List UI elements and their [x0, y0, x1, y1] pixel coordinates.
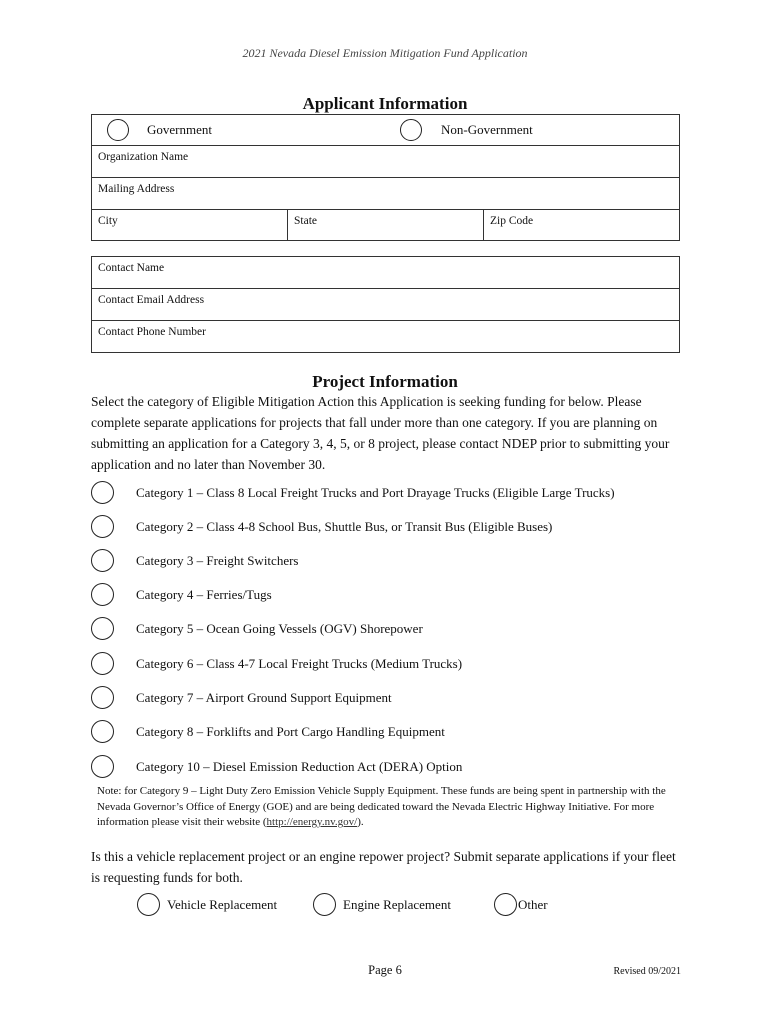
- category-10-label: Category 10 – Diesel Emission Reduction Act (DERA) Option: [136, 759, 463, 774]
- state-label: State: [294, 215, 317, 227]
- page-header: 2021 Nevada Diesel Emission Mitigation Fund Application: [242, 46, 528, 60]
- contact-email-field[interactable]: [92, 289, 679, 320]
- city-state-zip-row: [92, 210, 679, 240]
- city-cell: [92, 210, 288, 240]
- category-9-note-end: ).: [357, 816, 364, 828]
- non-government-label: Non-Government: [441, 122, 533, 137]
- category-7-radio[interactable]: [91, 686, 114, 709]
- zip-cell: [484, 210, 679, 240]
- category-2-item: [91, 514, 691, 540]
- city-field[interactable]: [92, 210, 287, 240]
- government-label: Government: [147, 122, 212, 137]
- project-section-title: Project Information: [312, 372, 458, 391]
- organization-name-label: Organization Name: [98, 151, 189, 163]
- category-8-radio[interactable]: [91, 720, 114, 743]
- contact-email-label: Contact Email Address: [98, 294, 205, 306]
- city-label: City: [98, 215, 118, 227]
- revision-date: Revised 09/2021: [613, 966, 681, 977]
- category-3-label: Category 3 – Freight Switchers: [136, 553, 299, 568]
- category-7-item: [91, 685, 691, 711]
- contact-name-label: Contact Name: [98, 262, 165, 274]
- contact-phone-label: Contact Phone Number: [98, 326, 206, 338]
- state-field[interactable]: [288, 210, 483, 240]
- category-7-label: Category 7 – Airport Ground Support Equipment: [136, 690, 392, 705]
- contact-email-row: [92, 289, 679, 321]
- engine-replacement-label: Engine Replacement: [343, 897, 451, 912]
- contact-name-field[interactable]: [92, 257, 679, 288]
- vehicle-replacement-label: Vehicle Replacement: [167, 897, 278, 912]
- category-9-note-text: Note: for Category 9 – Light Duty Zero Emission Vehicle Supply Equipment. These funds are being spent in partnership with the Nevada Governor’s Office of Energy (GOE) and are being dedicated toward the Nevada Electric Highway Initiative. For more information please visit their website (: [97, 785, 666, 828]
- contact-info-table: [91, 256, 680, 353]
- category-10-radio[interactable]: [91, 755, 114, 778]
- mailing-address-row: [92, 178, 679, 210]
- category-5-label: Category 5 – Ocean Going Vessels (OGV) Shorepower: [136, 621, 423, 636]
- contact-phone-row: [92, 321, 679, 352]
- applicant-section-title: Applicant Information: [302, 94, 468, 113]
- state-cell: [288, 210, 484, 240]
- category-8-item: [91, 719, 691, 745]
- category-4-item: [91, 582, 691, 608]
- vehicle-replacement-radio[interactable]: [137, 893, 160, 916]
- category-6-item: [91, 651, 691, 677]
- replacement-question: Is this a vehicle replacement project or an engine repower project? Submit separate applications if your fleet is requesting funds for both.: [91, 849, 676, 885]
- category-1-label: Category 1 – Class 8 Local Freight Trucks and Port Drayage Trucks (Eligible Large Trucks): [136, 485, 615, 500]
- category-2-radio[interactable]: [91, 515, 114, 538]
- category-10-item: [91, 754, 691, 780]
- other-radio[interactable]: [494, 893, 517, 916]
- category-5-radio[interactable]: [91, 617, 114, 640]
- applicant-info-table: [91, 114, 680, 241]
- category-1-radio[interactable]: [91, 481, 114, 504]
- category-4-radio[interactable]: [91, 583, 114, 606]
- category-3-radio[interactable]: [91, 549, 114, 572]
- non-government-radio[interactable]: [400, 119, 422, 141]
- project-type-options: [137, 893, 637, 919]
- category-2-label: Category 2 – Class 4-8 School Bus, Shuttle Bus, or Transit Bus (Eligible Buses): [136, 519, 553, 534]
- contact-name-row: [92, 257, 679, 289]
- organization-name-row: [92, 146, 679, 178]
- category-1-item: [91, 480, 691, 506]
- organization-name-field[interactable]: [92, 146, 679, 177]
- category-4-label: Category 4 – Ferries/Tugs: [136, 587, 272, 602]
- mailing-address-field[interactable]: [92, 178, 679, 209]
- applicant-type-row: [92, 115, 679, 146]
- category-6-label: Category 6 – Class 4-7 Local Freight Trucks (Medium Trucks): [136, 656, 463, 671]
- category-3-item: [91, 548, 691, 574]
- zip-label: Zip Code: [490, 215, 534, 227]
- category-9-note: [97, 784, 667, 831]
- government-radio[interactable]: [107, 119, 129, 141]
- energy-website-link[interactable]: http://energy.nv.gov/: [266, 816, 358, 828]
- mailing-address-label: Mailing Address: [98, 183, 175, 195]
- category-8-label: Category 8 – Forklifts and Port Cargo Handling Equipment: [136, 724, 445, 739]
- other-label: Other: [518, 897, 548, 912]
- category-6-radio[interactable]: [91, 652, 114, 675]
- page-number: Page 6: [368, 963, 402, 977]
- zip-field[interactable]: [484, 210, 679, 240]
- category-5-item: [91, 616, 691, 642]
- contact-phone-field[interactable]: [92, 321, 679, 352]
- project-intro-paragraph: Select the category of Eligible Mitigation Action this Application is seeking funding for below. Please complete separate applications for projects that fall under more than one category. If you are planning on submitting an application for a Category 3, 4, 5, or 8 project, please contact NDEP prior to submitting your application and no later than November 30.: [91, 394, 670, 472]
- engine-replacement-radio[interactable]: [313, 893, 336, 916]
